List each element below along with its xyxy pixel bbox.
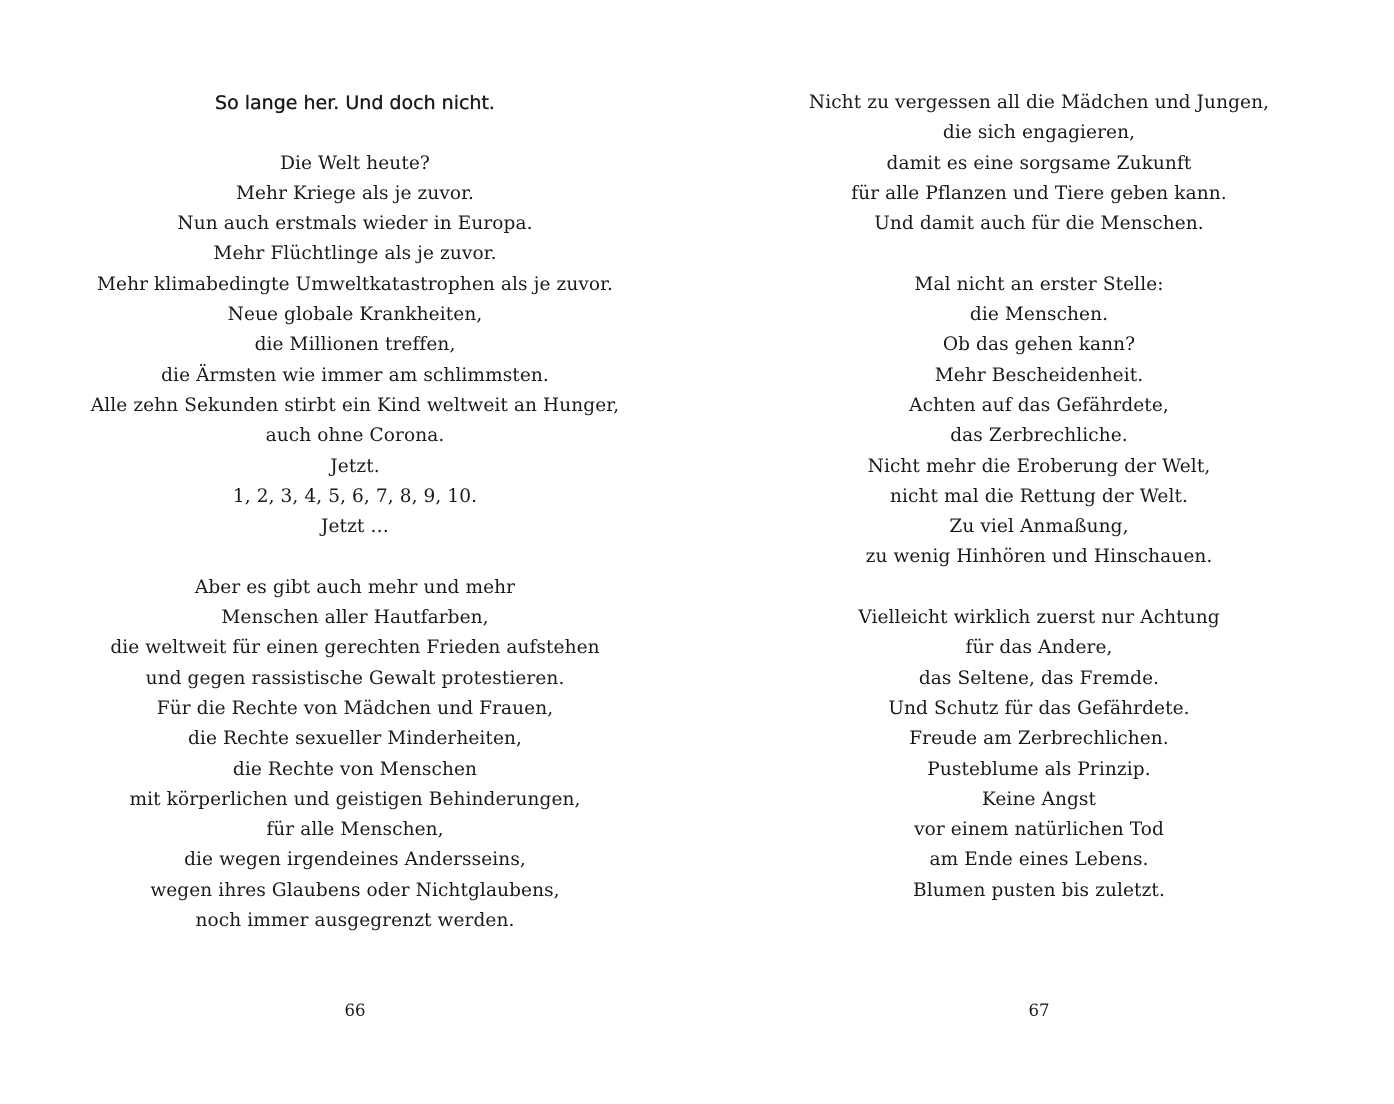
page-number: 66 xyxy=(344,1001,366,1020)
poem-line: 1, 2, 3, 4, 5, 6, 7, 8, 9, 10. xyxy=(232,485,478,507)
right-stanza-2 xyxy=(684,270,1394,573)
poem-line: Mehr klimabedingte Umweltkatastrophen als je zuvor. xyxy=(96,273,614,295)
poem-line: das Seltene, das Fremde. xyxy=(918,667,1160,689)
poem-line: und gegen rassistische Gewalt protestieren. xyxy=(145,667,565,689)
left-stanza-1 xyxy=(0,149,710,543)
right-stanza-3 xyxy=(684,603,1394,906)
poem-line: Achten auf das Gefährdete, xyxy=(909,394,1169,416)
poem-line: Jetzt. xyxy=(330,455,380,477)
poem-line: Nun auch erstmals wieder in Europa. xyxy=(177,213,533,235)
poem-line: noch immer ausgegrenzt werden. xyxy=(195,910,515,932)
poem-line: die sich engagieren, xyxy=(942,122,1136,144)
poem-line: auch ohne Corona. xyxy=(265,425,445,447)
poem-line: Jetzt … xyxy=(320,516,390,538)
page-number: 67 xyxy=(1028,1001,1050,1020)
poem-line: vor einem natürlichen Tod xyxy=(914,819,1164,841)
poem-line: Und Schutz für das Gefährdete. xyxy=(888,697,1190,719)
poem-line: für alle Menschen, xyxy=(266,819,444,841)
poem-line: die Menschen. xyxy=(969,304,1109,326)
poem-line: Nicht mehr die Eroberung der Welt, xyxy=(867,455,1211,477)
poem-line: mit körperlichen und geistigen Behinderungen, xyxy=(129,788,581,810)
poem-title: So lange her. Und doch nicht. xyxy=(215,92,495,114)
right-stanza-1 xyxy=(684,88,1394,239)
poem-line: Für die Rechte von Mädchen und Frauen, xyxy=(156,697,554,719)
left-stanza-2 xyxy=(0,573,710,937)
poem-line: Und damit auch für die Menschen. xyxy=(874,213,1204,235)
poem-line: die Rechte von Menschen xyxy=(232,758,478,780)
poem-line: Alle zehn Sekunden stirbt ein Kind weltweit an Hunger, xyxy=(90,394,620,416)
poem-line: Aber es gibt auch mehr und mehr xyxy=(194,576,516,598)
poem-line: Mehr Kriege als je zuvor. xyxy=(235,182,475,204)
poem-line: Pusteblume als Prinzip. xyxy=(927,758,1151,780)
poem-line: wegen ihres Glaubens oder Nichtglaubens, xyxy=(150,879,560,901)
poem-line: die Rechte sexueller Minderheiten, xyxy=(187,728,522,750)
poem-line: Die Welt heute? xyxy=(280,152,430,174)
poem-line: die wegen irgendeines Andersseins, xyxy=(184,849,526,871)
poem-line: Mehr Flüchtlinge als je zuvor. xyxy=(213,243,497,265)
poem-line: die Ärmsten wie immer am schlimmsten. xyxy=(161,364,549,386)
poem-line: Freude am Zerbrechlichen. xyxy=(909,728,1169,750)
left-poem xyxy=(0,88,710,936)
poem-line: Mal nicht an erster Stelle: xyxy=(914,273,1164,295)
poem-line: Blumen pusten bis zuletzt. xyxy=(913,879,1165,901)
poem-line: für das Andere, xyxy=(965,637,1113,659)
poem-line: damit es eine sorgsame Zukunft xyxy=(886,152,1192,174)
poem-line: Ob das gehen kann? xyxy=(942,334,1136,356)
right-poem xyxy=(684,88,1394,906)
poem-line: nicht mal die Rettung der Welt. xyxy=(890,485,1188,507)
poem-line: Mehr Bescheidenheit. xyxy=(934,364,1144,386)
poem-line: Vielleicht wirklich zuerst nur Achtung xyxy=(858,607,1220,629)
poem-line: zu wenig Hinhören und Hinschauen. xyxy=(865,546,1213,568)
poem-line: die weltweit für einen gerechten Frieden aufstehen xyxy=(110,637,600,659)
poem-line: das Zerbrechliche. xyxy=(950,425,1128,447)
poem-line: die Millionen treffen, xyxy=(254,334,456,356)
poem-line: Nicht zu vergessen all die Mädchen und Jungen, xyxy=(808,92,1270,113)
poem-line: Neue globale Krankheiten, xyxy=(227,304,483,326)
poem-line: Menschen aller Hautfarben, xyxy=(221,607,489,629)
right-page xyxy=(684,0,1394,1104)
poem-line: Zu viel Anmaßung, xyxy=(949,516,1129,538)
poem-line: am Ende eines Lebens. xyxy=(929,849,1149,871)
poem-line: Keine Angst xyxy=(981,788,1097,810)
poem-line: für alle Pflanzen und Tiere geben kann. xyxy=(851,182,1227,204)
